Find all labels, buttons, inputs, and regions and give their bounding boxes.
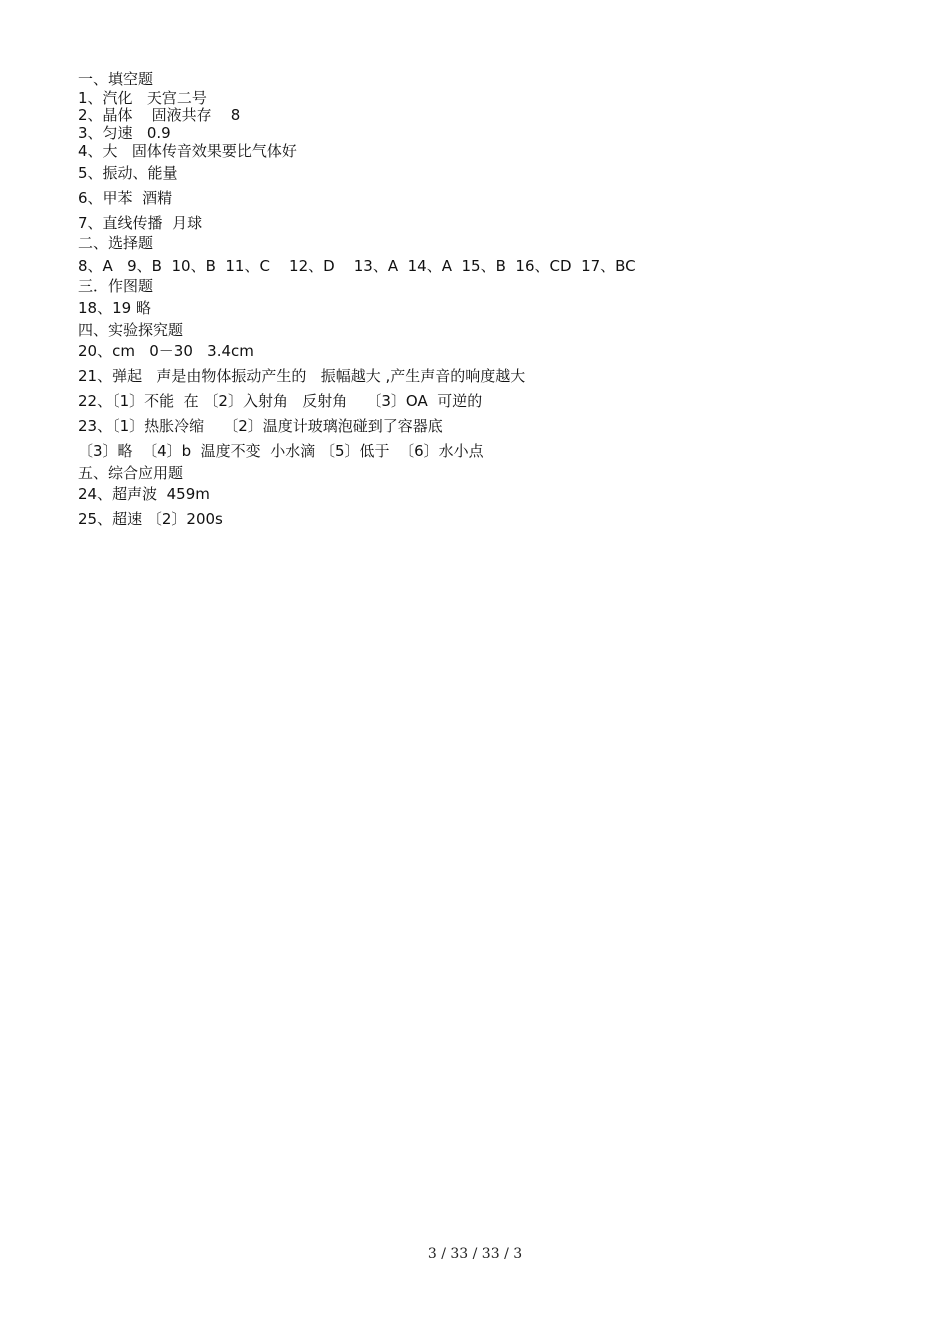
section-heading-multiple-choice: 二、选择题 bbox=[78, 234, 154, 252]
answer-line-18-19: 18、19 略 bbox=[78, 299, 151, 317]
answer-line-23-continued: 〔3〕略 〔4〕b 温度不变 小水滴 〔5〕低于 〔6〕水小点 bbox=[78, 442, 484, 460]
section-heading-application: 五、综合应用题 bbox=[78, 464, 184, 482]
section-heading-experiment: 四、实验探究题 bbox=[78, 321, 184, 339]
answer-line-6: 6、甲苯 酒精 bbox=[78, 189, 173, 207]
answer-line-2: 2、晶体 固液共存 8 bbox=[78, 106, 241, 124]
answer-line-21: 21、弹起 声是由物体振动产生的 振幅越大 ,产生声音的响度越大 bbox=[78, 367, 526, 385]
section-heading-fill-blank: 一、填空题 bbox=[78, 70, 154, 88]
answer-line-3: 3、匀速 0.9 bbox=[78, 124, 171, 142]
answer-line-24: 24、超声波 459m bbox=[78, 485, 210, 503]
answer-line-1: 1、汽化 天宫二号 bbox=[78, 89, 207, 107]
answer-line-8-17: 8、A 9、B 10、B 11、C 12、D 13、A 14、A 15、B 16、CD 17、BC bbox=[78, 257, 636, 275]
answer-line-23: 23、〔1〕热胀冷缩 〔2〕温度计玻璃泡碰到了容器底 bbox=[78, 417, 443, 435]
answer-line-7: 7、直线传播 月球 bbox=[78, 214, 203, 232]
section-heading-drawing: 三．作图题 bbox=[78, 277, 154, 295]
answer-line-5: 5、振动、能量 bbox=[78, 164, 178, 182]
answer-line-4: 4、大 固体传音效果要比气体好 bbox=[78, 142, 297, 160]
answer-line-20: 20、cm 0－30 3.4cm bbox=[78, 342, 254, 360]
answer-line-25: 25、超速 〔2〕200s bbox=[78, 510, 223, 528]
page-number: 3 / 33 / 33 / 3 bbox=[427, 1246, 523, 1262]
answer-line-22: 22、〔1〕不能 在 〔2〕入射角 反射角 〔3〕OA 可逆的 bbox=[78, 392, 483, 410]
